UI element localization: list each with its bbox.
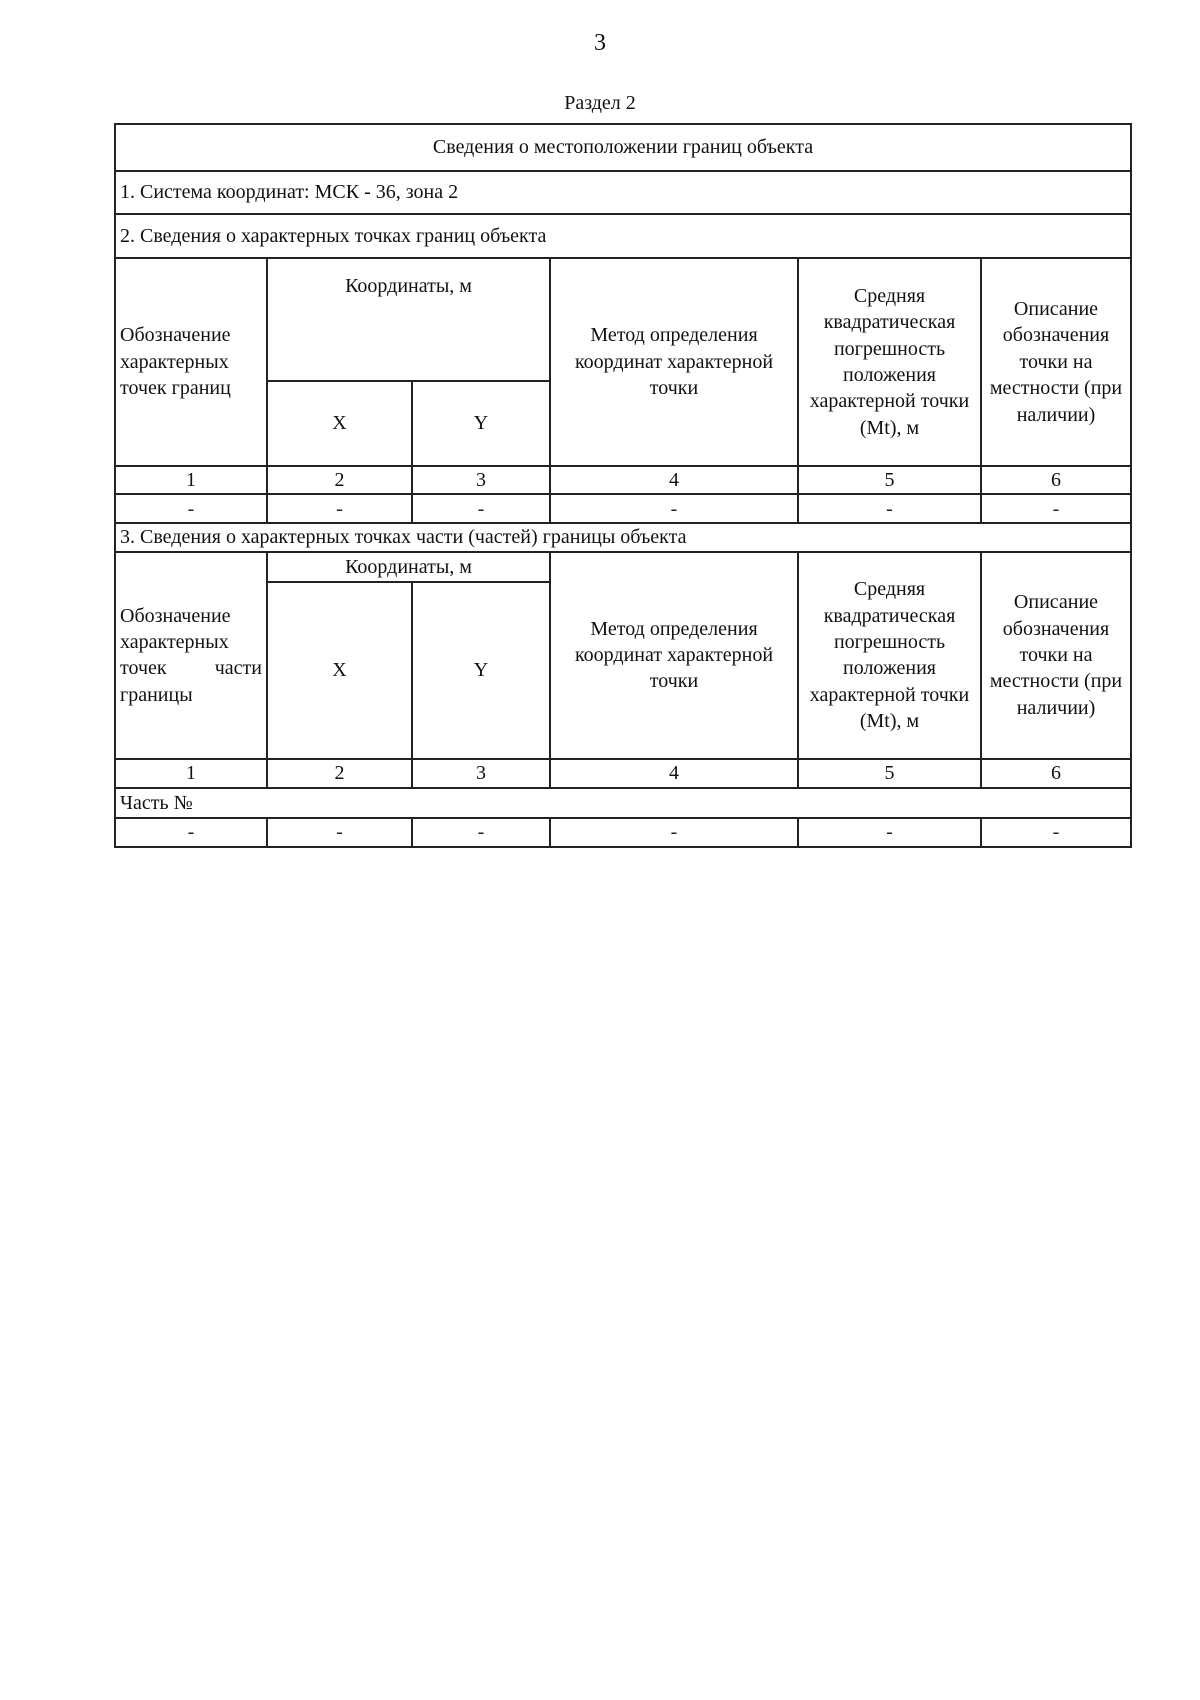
section2-cell: - bbox=[267, 494, 412, 523]
section2-colnum: 3 bbox=[412, 466, 550, 494]
section3-part-label: Часть № bbox=[115, 788, 1131, 818]
section2-cell: - bbox=[115, 494, 267, 523]
page-number: 3 bbox=[594, 30, 606, 56]
section2-colnum: 1 bbox=[115, 466, 267, 494]
section2-y-header: Y bbox=[412, 381, 550, 466]
section3-coordinates-header: Координаты, м bbox=[267, 552, 550, 582]
section2-error-header: Средняя квадратическая погрешность положения характерной точки (Mt), м bbox=[798, 258, 981, 466]
coord-system: 1. Система координат: МСК - 36, зона 2 bbox=[115, 171, 1131, 214]
section2-cell: - bbox=[550, 494, 798, 523]
section3-designation-header: Обозначение характерных точек части границы bbox=[115, 552, 267, 759]
table-title: Сведения о местоположении границ объекта bbox=[115, 124, 1131, 171]
section3-column-numbers-row bbox=[115, 759, 1131, 788]
section2-heading: 2. Сведения о характерных точках границ объекта bbox=[115, 214, 1131, 258]
section2-heading-row bbox=[115, 214, 1131, 258]
section3-part-row bbox=[115, 788, 1131, 818]
section2-cell: - bbox=[798, 494, 981, 523]
section3-heading: 3. Сведения о характерных точках части (частей) границы объекта bbox=[115, 523, 1131, 551]
section2-x-header: X bbox=[267, 381, 412, 466]
section3-x-header: X bbox=[267, 582, 412, 759]
section3-description-header: Описание обозначения точки на местности (при наличии) bbox=[981, 552, 1131, 759]
section2-colnum: 2 bbox=[267, 466, 412, 494]
table-row bbox=[115, 494, 1131, 523]
section3-colnum: 1 bbox=[115, 759, 267, 788]
section2-designation-header: Обозначение характерных точек границ bbox=[115, 258, 267, 466]
section2-method-header: Метод определения координат характерной точки bbox=[550, 258, 798, 466]
section3-cell: - bbox=[798, 818, 981, 847]
section3-colnum: 3 bbox=[412, 759, 550, 788]
section3-y-header: Y bbox=[412, 582, 550, 759]
section3-method-header: Метод определения координат характерной точки bbox=[550, 552, 798, 759]
section3-error-header: Средняя квадратическая погрешность положения характерной точки (Mt), м bbox=[798, 552, 981, 759]
section3-cell: - bbox=[981, 818, 1131, 847]
section3-colnum: 6 bbox=[981, 759, 1131, 788]
section2-colnum: 5 bbox=[798, 466, 981, 494]
section2-description-header: Описание обозначения точки на местности (при наличии) bbox=[981, 258, 1131, 466]
table-title-row bbox=[115, 124, 1131, 171]
section2-cell: - bbox=[412, 494, 550, 523]
section2-cell: - bbox=[981, 494, 1131, 523]
section3-header-row bbox=[115, 552, 1131, 582]
section-title: Раздел 2 bbox=[564, 92, 636, 114]
section3-colnum: 2 bbox=[267, 759, 412, 788]
section3-colnum: 4 bbox=[550, 759, 798, 788]
table-row bbox=[115, 818, 1131, 847]
coord-system-row bbox=[115, 171, 1131, 214]
section2-colnum: 4 bbox=[550, 466, 798, 494]
section2-coordinates-header: Координаты, м bbox=[267, 258, 550, 381]
section3-heading-row bbox=[115, 523, 1131, 551]
boundary-info-table bbox=[114, 123, 1132, 848]
section2-column-numbers-row bbox=[115, 466, 1131, 494]
section3-cell: - bbox=[550, 818, 798, 847]
section3-cell: - bbox=[412, 818, 550, 847]
section3-cell: - bbox=[267, 818, 412, 847]
section2-header-row bbox=[115, 258, 1131, 381]
section3-colnum: 5 bbox=[798, 759, 981, 788]
section3-cell: - bbox=[115, 818, 267, 847]
section2-colnum: 6 bbox=[981, 466, 1131, 494]
